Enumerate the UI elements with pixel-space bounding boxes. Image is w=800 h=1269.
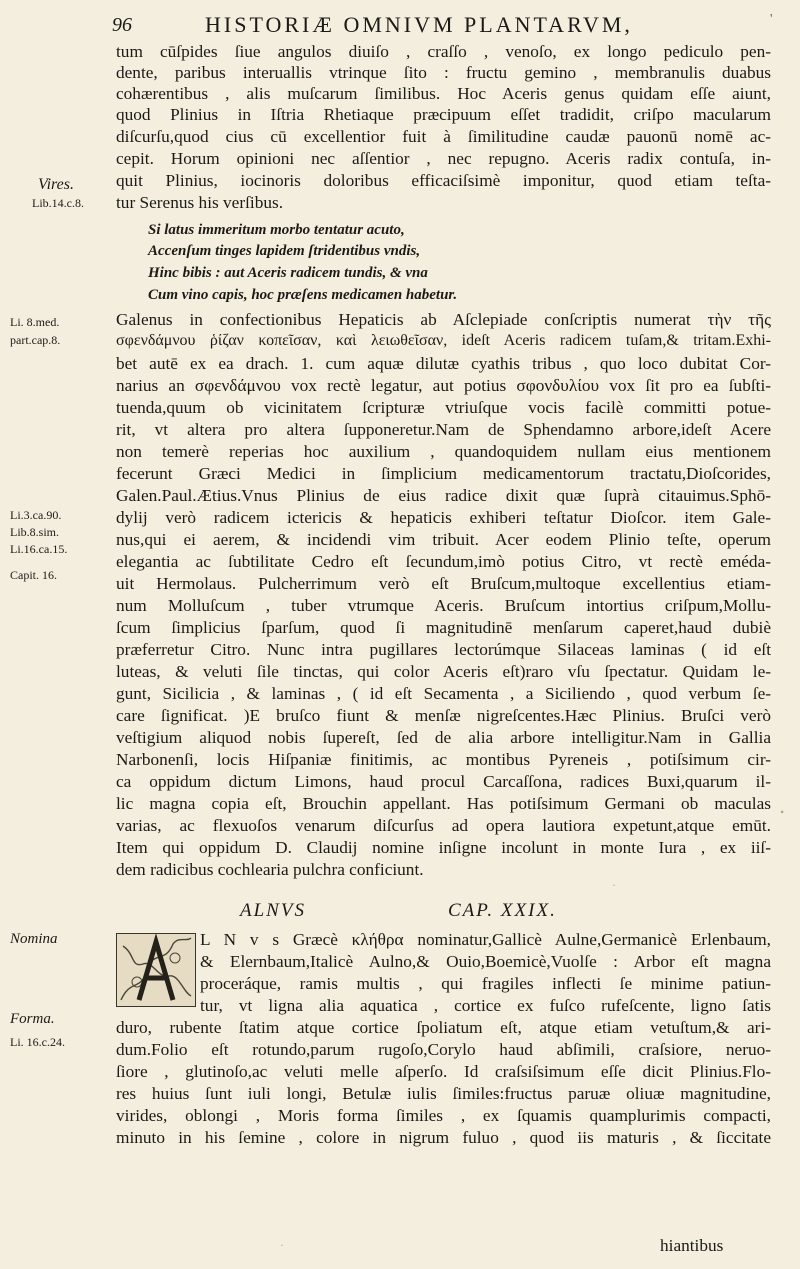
text-line: σφενδάμνου ῥίζαν κοπεῖσαν, καὶ λειωθεῖσαν, ideſt Aceris radicem tuſam,& tritam.Exhi- — [116, 332, 771, 349]
text-line: dum.Folio eſt rotundo,parum rugoſo,Corylo haud abſimili, craſsiore, neruo- — [116, 1040, 771, 1059]
chapter-title: ALNVS — [240, 900, 306, 921]
folio-number: 96 — [112, 14, 132, 36]
text-line: ca oppidum dictum Limons, haud procul Carcaſſona, radices Buxi,quarum il- — [116, 772, 771, 791]
text-line: quod Plinius in Iſtria Rhetiaque præcipuum eſſet tradidit, criſpo macularum — [116, 105, 771, 124]
header-mark: ' — [770, 12, 773, 27]
margin-note-galen-2: part.cap.8. — [10, 333, 61, 347]
text-line: veſtigium aliquod nobis ſupereſt, ſed de alia arbore intelligitur.Nam in Gallia — [116, 728, 771, 747]
text-line: varias, ac flexuoſos venarum diſcurſus ad opera lautiora expetunt,atque emūt. — [116, 816, 771, 835]
text-line: non temerè reperias hoc auxilium , quandoquidem nullam eius mentionem — [116, 442, 771, 461]
text-line: cohærentibus , alis muſcarum ſimilibus. Hoc Aceris genus quidam eſſe aiunt, — [116, 84, 771, 103]
paper-speck: • — [780, 805, 785, 819]
text-line: virides, oblongi , Moris forma ſimiles , ex ſquamis quamplurimis compacti, — [116, 1106, 771, 1125]
margin-note-capit: Capit. 16. — [10, 568, 57, 582]
text-line: elegantia ac ſubtilitate Cedro eſt ſecundum,imò potius Citro, vt rectè eméda- — [116, 552, 771, 571]
margin-note-vires-ref: Lib.14.c.8. — [32, 196, 84, 210]
chapter-number: CAP. XXIX. — [448, 900, 557, 921]
margin-note-ref-a: Li.3.ca.90. — [10, 508, 62, 522]
chapter-heading — [240, 900, 557, 922]
paper-speck: · — [280, 1238, 284, 1252]
text-line: duro, rubente ſtatim atque cortice ſpoliatum eſt, atque etiam vetuſtum,& ari- — [116, 1018, 771, 1037]
verse-line: Hinc bibis : aut Aceris radicem tundis, & vna — [148, 265, 428, 281]
text-line: gunt, Sicilicia , & laminas , ( id eſt Secamenta , a Siciliendo , quod verbum ſe- — [116, 684, 771, 703]
text-line: minuto in his ſemine , colore in nigrum fuluo , quod iis maturis , & ſiccitate — [116, 1128, 771, 1147]
text-line: præferretur Citro. Nunc intra pugillares lectorúmque Silaceas laminas ( id eſt — [116, 640, 771, 659]
foliage-ornament-icon — [117, 934, 195, 1006]
text-line: Narbonenſi, locis Hiſpaniæ finitimis, ac montibus Pyreneis , potiſsimum cir- — [116, 750, 771, 769]
margin-note-vires: Vires. — [38, 176, 74, 193]
text-line: tum cūſpides ſiue angulos diuiſo , craſſo , venoſo, ex longo pediculo pen- — [116, 42, 771, 61]
verse-line: Accenſum tinges lapidem ſtridentibus vndis, — [148, 243, 421, 259]
text-line: ſcum ſimplicius ſparſum, quod ſi magnitudinē menſarum caperet,haud dubiè — [116, 618, 771, 637]
text-line: dem radicibus cochlearia pulchra conficiunt. — [116, 860, 424, 879]
text-line: num Molluſcum , tuber vtrumque Aceris. Bruſcum intortius criſpum,Mollu- — [116, 596, 771, 615]
text-line: tur Serenus his verſibus. — [116, 193, 284, 212]
margin-note-ref-c: Li.16.ca.15. — [10, 542, 68, 556]
text-line: lic magna copia eſt, Brouchin appellant. Has potiſsimum Germani ob maculas — [116, 794, 771, 813]
text-line: proceráque, ramis multis , qui fragiles inflecti ſe minime patiun- — [200, 974, 771, 993]
text-line: care ſignificat. )E bruſco fiunt & menſæ nigreſcentes.Hæc Plinius. Bruſci verò — [116, 706, 771, 725]
text-line: res huius ſunt iuli longi, Betulæ iulis ſimiles:fructus paruæ oliuæ magnitudine, — [116, 1084, 771, 1103]
text-line: Item qui oppidum D. Claudij nomine inſigne incolunt in monte Iura , ex iiſ- — [116, 838, 771, 857]
verse-line: Si latus immeritum morbo tentatur acuto, — [148, 222, 405, 238]
text-line: Galenus in confectionibus Hepaticis ab Aſclepiade conſcriptis numerat τὴν τῆς — [116, 310, 771, 329]
catchword: hiantibus — [660, 1236, 724, 1255]
text-line: L N v s Græcè κλήθρα nominatur,Gallicè Aulne,Germanicè Erlenbaum, — [200, 930, 771, 949]
text-line: nus,qui ei aerem, & incidendi vim tribuit. Acer eodem Plinio teſte, operum — [116, 530, 771, 549]
margin-note-galen-1: Li. 8.med. — [10, 315, 60, 329]
text-line: uit Hermolaus. Pulcherrimum verò eſt Bruſcum,multoque excellentius etiam- — [116, 574, 771, 593]
text-line: Galen.Paul.Ætius.Vnus Plinius de eius radice dixit quæ ſuprà citauimus.Sphō- — [116, 486, 771, 505]
paper-speck: · — [612, 878, 616, 892]
text-line: diſcurſu,quod cius cū excellentior fuit à ſimilitudine caudæ pauonū nomē ac- — [116, 127, 771, 146]
text-line: dente, paribus interuallis vtrinque ſito : fructu gemino , membranulis duabus — [116, 63, 771, 82]
decorated-initial-a — [116, 933, 196, 1007]
margin-note-ref-b: Lib.8.sim. — [10, 525, 60, 539]
text-line: quit Plinius, iocinoris doloribus efficaciſsimè imponitur, quod etiam teſta- — [116, 171, 771, 190]
text-line: narius an σφενδάμνου vox rectè legatur, aut potius σφονδυλίου vox ſit pro ea ſubſti- — [116, 376, 771, 395]
text-line: & Elernbaum,Italicè Aulno,& Ouio,Boemicè,Vuolſe : Arbor eſt magna — [200, 952, 771, 971]
text-line: cepit. Horum opinioni nec aſſentior , nec repugno. Aceris radix contuſa, in- — [116, 149, 771, 168]
margin-note-forma-ref: Li. 16.c.24. — [10, 1035, 65, 1049]
text-line: dylij verò radicem ictericis & hepaticis exhiberi teſtatur Dioſcor. item Gale- — [116, 508, 771, 527]
page-header — [0, 12, 800, 42]
margin-note-forma: Forma. — [10, 1011, 55, 1027]
text-line: ſiore , glutinoſo,ac veluti melle aſperſo. Id craſsiſsimum eſſe dicit Plinius.Flo- — [116, 1062, 771, 1081]
text-line: luteas, & veluti ſile tinctas, qui color Aceris eſt)raro vſu ſpectatur. Quidam le- — [116, 662, 771, 681]
verse-line: Cum vino capis, hoc præſens medicamen habetur. — [148, 287, 458, 303]
text-line: bet autē ex ea drach. 1. cum aquæ dilutæ cyathis tribus , quo loco dubitat Cor- — [116, 354, 771, 373]
text-line: tuenda,quum ob vicinitatem ſcripturæ vtriuſque vocis facilè committi potue- — [116, 398, 771, 417]
margin-note-nomina: Nomina — [10, 931, 58, 947]
text-line: fecerunt Græci Medici in ſimplicium medicamentorum tractatu,Dioſcorides, — [116, 464, 771, 483]
text-line: tur, vt ligna alia aquatica , cortice ex fuſco rufeſcente, ligno ſatis — [200, 996, 771, 1015]
text-line: rit, vt altera pro altera ſupponeretur.Nam de Sphendamno arbore,ideſt Acere — [116, 420, 771, 439]
running-title: HISTORIÆ OMNIVM PLANTARVM, — [205, 12, 633, 37]
